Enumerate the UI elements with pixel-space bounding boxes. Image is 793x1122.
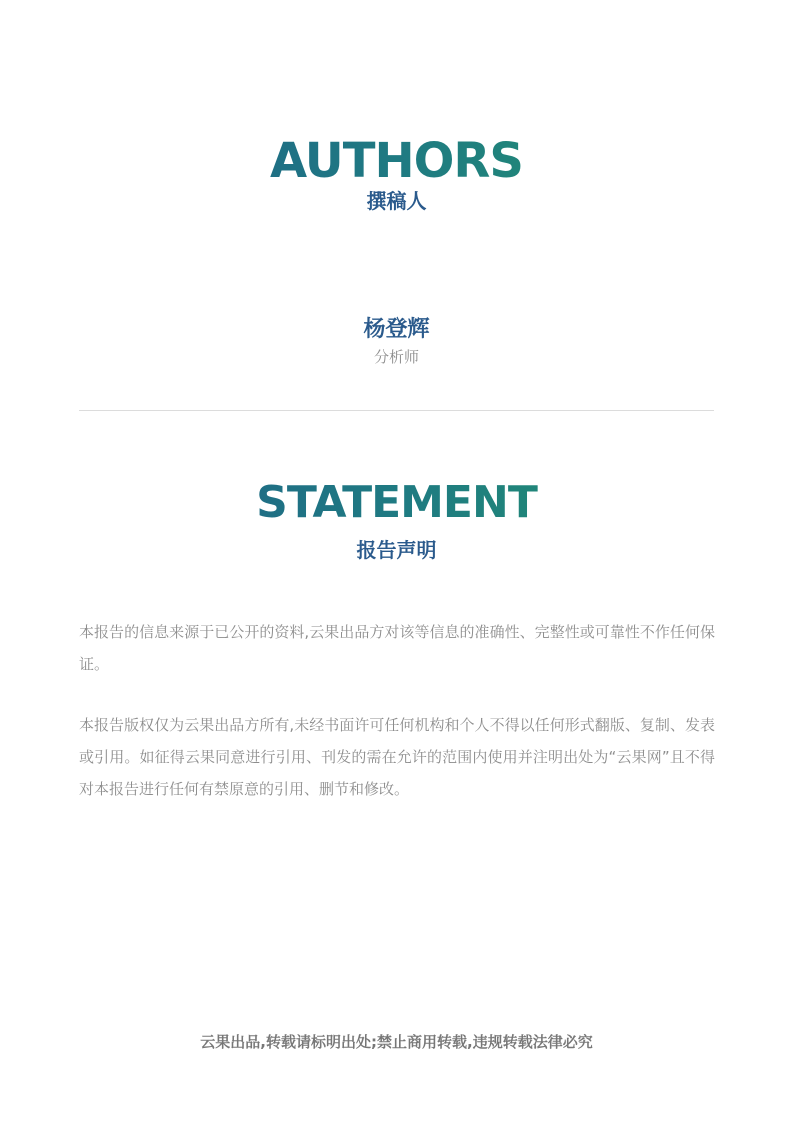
section-divider	[79, 410, 714, 411]
statement-title: STATEMENT	[0, 481, 793, 525]
statement-subtitle: 报告声明	[356, 538, 437, 562]
statement-paragraph-2: 本报告版权仅为云果出品方所有,未经书面许可任何机构和个人不得以任何形式翻版、复制、发表或引用。如征得云果同意进行引用、刊发的需在允许的范围内使用并注明出处为“云果网”且不得对本报告进行任何有禁原意的引用、删节和修改。	[79, 716, 715, 798]
statement-paragraph-1: 本报告的信息来源于已公开的资料,云果出品方对该等信息的准确性、完整性或可靠性不作任何保证。	[79, 623, 715, 673]
author-name: 杨登辉	[363, 317, 430, 342]
author-role: 分析师	[373, 348, 419, 366]
footer-notice: 云果出品,转载请标明出处;禁止商用转载,违规转载法律必究	[200, 1033, 593, 1051]
authors-title: AUTHORS	[0, 137, 793, 185]
authors-subtitle: 撰稿人	[366, 189, 427, 213]
